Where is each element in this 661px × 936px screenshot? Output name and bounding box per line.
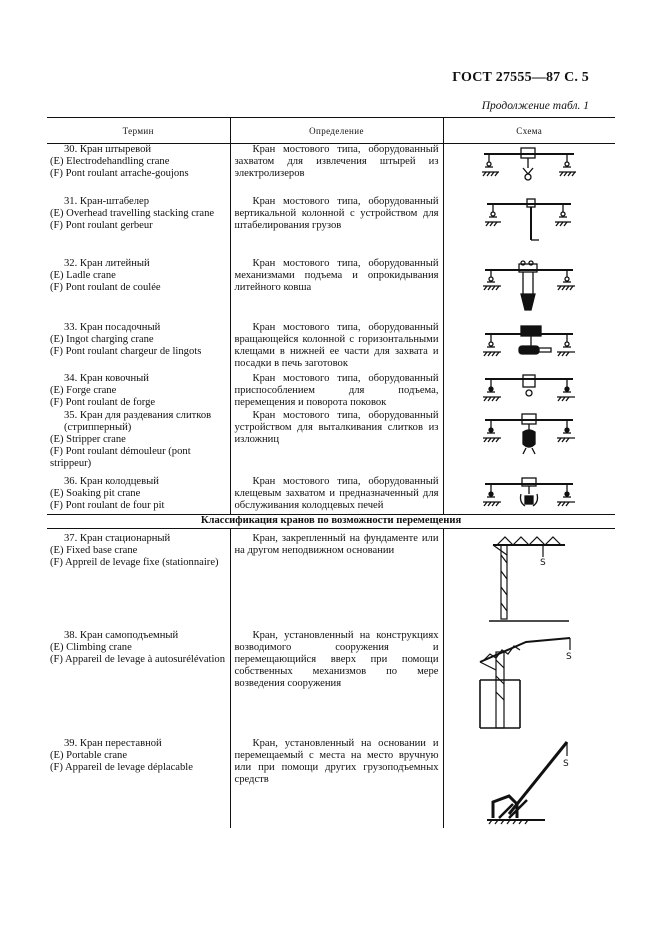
term-fr: (F) Pont roulant de forge bbox=[50, 396, 156, 408]
term-en: (E) Soaking pit crane bbox=[50, 487, 141, 499]
term-fr: (F) Pont roulant chargeur de lingots bbox=[50, 345, 202, 357]
portable-crane-icon bbox=[479, 738, 579, 826]
definition-cell bbox=[230, 322, 443, 373]
bridge-crane-forge-icon bbox=[479, 373, 579, 409]
svg-text:S: S bbox=[566, 651, 572, 662]
scheme-cell bbox=[443, 529, 615, 630]
table-row bbox=[47, 410, 615, 476]
term-ru: 38. Кран самоподъемный bbox=[64, 629, 179, 641]
table-header-row bbox=[47, 118, 615, 144]
svg-text:S: S bbox=[563, 758, 569, 769]
term-ru: 33. Кран посадочный bbox=[64, 321, 161, 333]
header-scheme: Схема bbox=[443, 118, 615, 144]
scheme-cell bbox=[443, 476, 615, 515]
term-cell bbox=[47, 476, 230, 515]
term-en: (E) Fixed base crane bbox=[50, 545, 138, 556]
term-fr: (F) Pont roulant démouleur (pont strippeur) bbox=[50, 445, 191, 469]
definition-cell bbox=[230, 258, 443, 322]
term-fr: (F) Pont roulant gerbeur bbox=[50, 219, 153, 231]
definition-cell bbox=[230, 476, 443, 515]
scheme-cell bbox=[443, 144, 615, 196]
term-en: (E) Ladle crane bbox=[50, 269, 116, 281]
table-row bbox=[47, 322, 615, 373]
definition-text: Кран мостового типа, оборудованный приспособлением для подъема, перемещения и поворота поковок bbox=[234, 372, 439, 408]
definition-text: Кран мостового типа, оборудованный устройством для выталкивания слитков из изложниц bbox=[234, 409, 439, 445]
section-row bbox=[47, 515, 615, 529]
term-ru: 34. Кран ковочный bbox=[64, 372, 149, 384]
term-cell bbox=[47, 373, 230, 410]
definition-text: Кран мостового типа, оборудованный вращающейся колонной с горизонтальными клещами в нижней ее части для захвата и посадки в печь заготовок bbox=[234, 321, 439, 369]
definition-cell bbox=[230, 144, 443, 196]
climbing-crane-icon bbox=[474, 630, 584, 734]
term-en: (E) Climbing crane bbox=[50, 641, 132, 653]
definition-cell bbox=[230, 196, 443, 258]
scheme-cell bbox=[443, 410, 615, 476]
header-definition: Определение bbox=[230, 118, 443, 144]
term-fr: (F) Appareil de levage déplacable bbox=[50, 761, 193, 773]
definition-text: Кран, установленный на основании и перемещаемый с места на место вручную или при помощи других грузоподъемных средств bbox=[234, 737, 439, 785]
term-cell bbox=[47, 258, 230, 322]
bridge-crane-stripper-icon bbox=[479, 410, 579, 466]
table-continuation-note: Продолжение табл. 1 bbox=[481, 100, 589, 112]
term-cell bbox=[47, 196, 230, 258]
scheme-cell bbox=[443, 258, 615, 322]
term-cell bbox=[47, 410, 230, 476]
table-row bbox=[47, 476, 615, 515]
definition-text: Кран, установленный на конструкциях возводимого сооружения и перемещающийся вверх при помощи собственных механизмов по мере возведения сооружения bbox=[234, 629, 439, 689]
bridge-crane-soaking-pit-icon bbox=[479, 476, 579, 514]
definition-cell bbox=[230, 410, 443, 476]
term-fr: (F) Appareil de levage à autosurélévation bbox=[50, 653, 226, 665]
scheme-cell bbox=[443, 322, 615, 373]
table-row bbox=[47, 373, 615, 410]
table-row bbox=[47, 529, 615, 630]
definition-cell bbox=[230, 738, 443, 828]
term-en: (E) Forge crane bbox=[50, 384, 117, 396]
scheme-cell bbox=[443, 196, 615, 258]
definition-text: Кран, закрепленный на фундаменте или на другом неподвижном основании bbox=[234, 533, 439, 556]
term-en: (E) Stripper crane bbox=[50, 433, 126, 445]
term-en: (E) Electrodehandling crane bbox=[50, 156, 170, 167]
table-row bbox=[47, 630, 615, 738]
term-fr: (F) Pont roulant de coulée bbox=[50, 281, 161, 293]
term-fr: (F) Appreil de levage fixe (stationnaire) bbox=[50, 557, 219, 568]
term-fr: (F) Pont roulant arrache-goujons bbox=[50, 168, 189, 179]
table-row bbox=[47, 144, 615, 196]
term-cell bbox=[47, 738, 230, 828]
scheme-cell bbox=[443, 373, 615, 410]
definition-text: Кран мостового типа, оборудованный механизмами подъема и опрокидывания литейного ковша bbox=[234, 257, 439, 293]
definition-cell bbox=[230, 373, 443, 410]
standard-number: ГОСТ 27555—87 С. 5 bbox=[452, 70, 589, 85]
table-row bbox=[47, 196, 615, 258]
header-term: Термин bbox=[47, 118, 230, 144]
table-row bbox=[47, 738, 615, 828]
section-title: Классификация кранов по возможности перемещения bbox=[47, 515, 615, 529]
term-ru: 39. Кран переставной bbox=[64, 737, 162, 749]
term-ru: 32. Кран литейный bbox=[64, 257, 150, 269]
term-en: (E) Portable crane bbox=[50, 749, 128, 761]
definition-text: Кран мостового типа, оборудованный клещевым захватом и предназначенный для обслуживания колодцевых печей bbox=[234, 475, 439, 511]
scheme-cell bbox=[443, 630, 615, 738]
tower-crane-fixed-icon bbox=[479, 529, 579, 627]
term-cell bbox=[47, 529, 230, 630]
bridge-crane-pin-icon bbox=[479, 144, 579, 190]
definition-cell bbox=[230, 630, 443, 738]
term-ru: 30. Кран штыревой bbox=[64, 144, 152, 155]
scheme-cell bbox=[443, 738, 615, 828]
svg-text:S: S bbox=[540, 558, 546, 568]
term-ru: 35. Кран для раздевания слитков (стрипперный) bbox=[64, 409, 212, 433]
term-en: (E) Ingot charging crane bbox=[50, 333, 154, 345]
bridge-crane-stacker-icon bbox=[479, 196, 579, 252]
term-ru: 31. Кран-штабелер bbox=[64, 195, 150, 207]
term-en: (E) Overhead travelling stacking crane bbox=[50, 207, 215, 219]
definition-cell bbox=[230, 529, 443, 630]
bridge-crane-ladle-icon bbox=[479, 258, 579, 316]
term-cell bbox=[47, 144, 230, 196]
term-cell bbox=[47, 630, 230, 738]
definition-text: Кран мостового типа, оборудованный вертикальной колонной с устройством для штабелирования грузов bbox=[234, 195, 439, 231]
definition-text: Кран мостового типа, оборудованный захватом для извлечения штырей из электролизеров bbox=[234, 144, 439, 179]
term-ru: 37. Кран стационарный bbox=[64, 533, 171, 544]
bridge-crane-charging-icon bbox=[479, 322, 579, 368]
terms-table bbox=[47, 117, 615, 828]
term-cell bbox=[47, 322, 230, 373]
term-fr: (F) Pont roulant de four pit bbox=[50, 499, 165, 511]
term-ru: 36. Кран колодцевый bbox=[64, 475, 159, 487]
table-row bbox=[47, 258, 615, 322]
